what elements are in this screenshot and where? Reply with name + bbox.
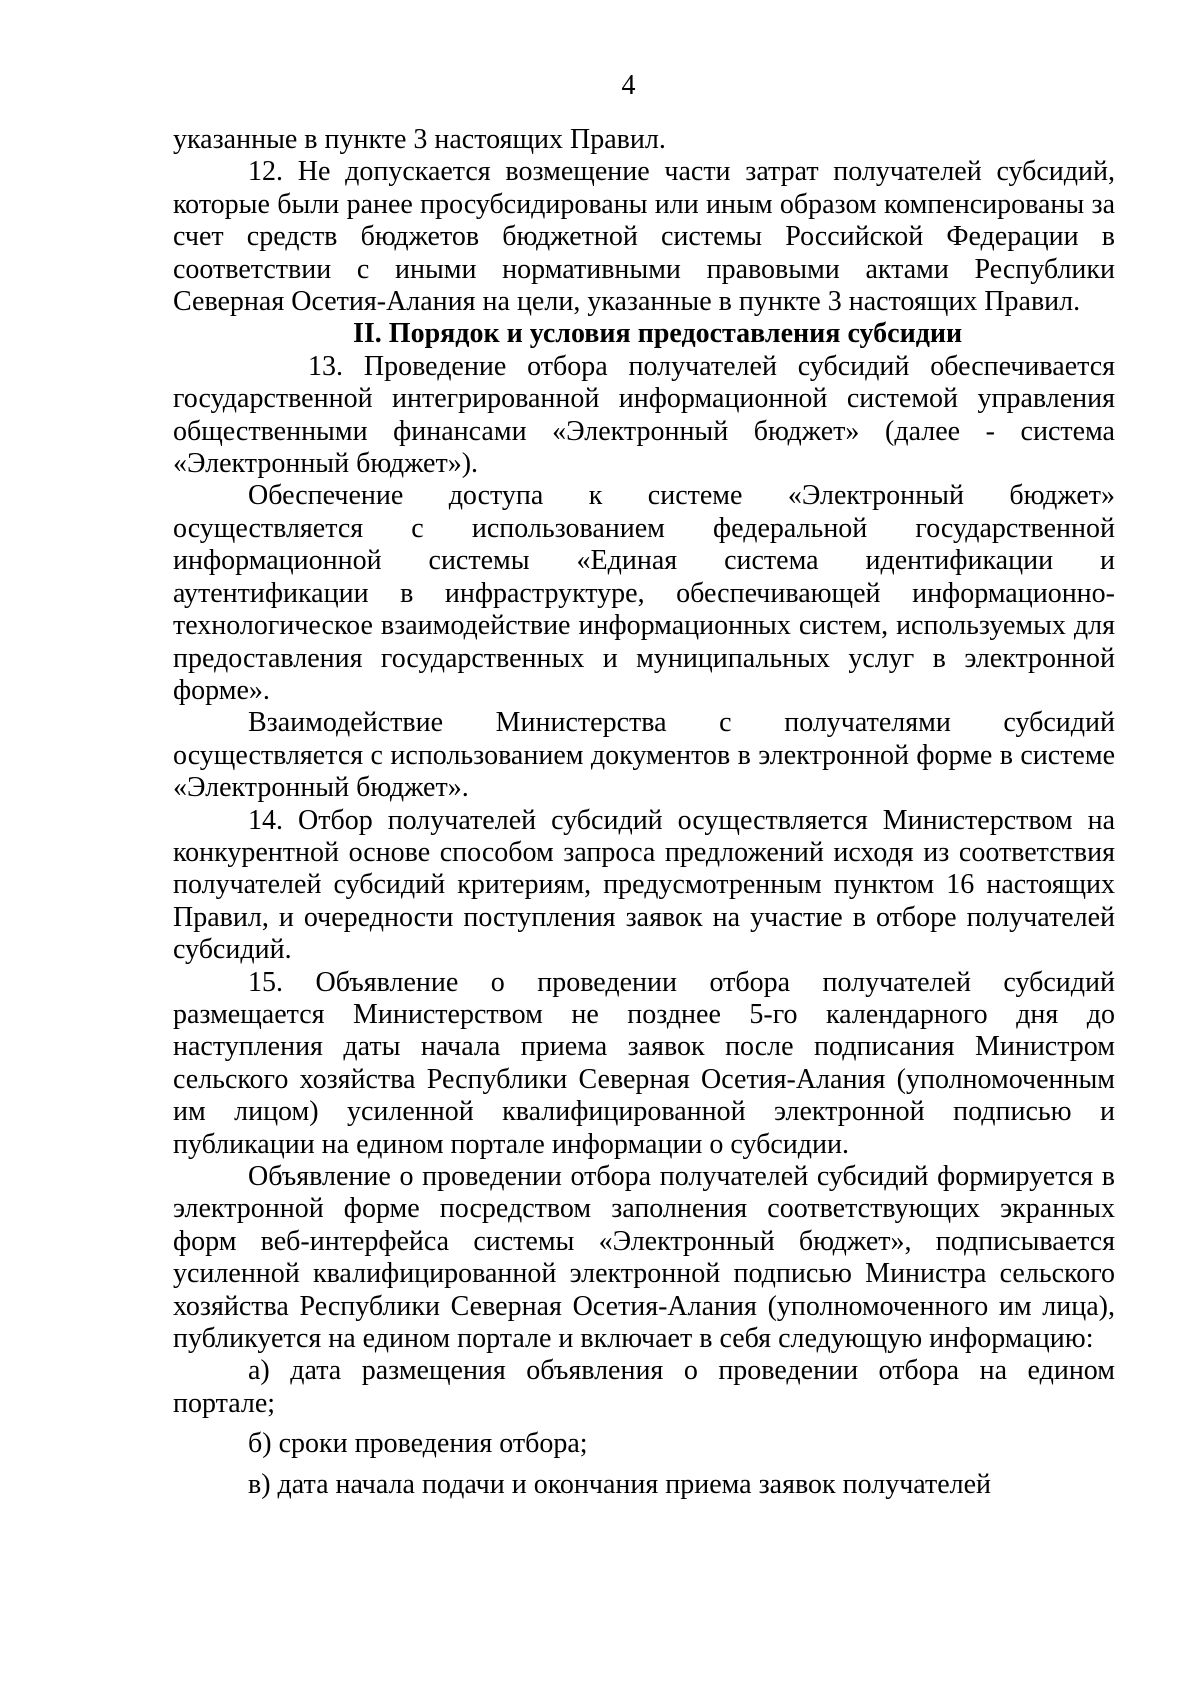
page-number: 4 [621, 70, 636, 101]
paragraph-item-13: 13. Проведение отбора получателей субсидий обеспечивается государственной интегрированной информационной системой управления общественными финансами «Электронный бюджет» (далее - система «Электронный бюджет»). [173, 350, 1115, 480]
section-heading: II. Порядок и условия предоставления субсидии [353, 318, 963, 350]
paragraph-access: Обеспечение доступа к системе «Электронный бюджет» осуществляется с использованием федеральной государственной информационной системы «Единая система идентификации и аутентификации в инфраструктуре, обеспечивающей информационно-технологическое взаимодействие информационных систем, используемых для предоставления государственных и муниципальных услуг в электронной форме». [173, 480, 1115, 706]
paragraph-item-15: 15. Объявление о проведении отбора получателей субсидий размещается Министерством не позднее 5-го календарного дня до наступления даты начала приема заявок после подписания Министром сельского хозяйства Республики Северная Осетия-Алания (уполномоченным им лицом) усиленной квалифицированной электронной подписью и публикации на едином портале информации о субсидии. [173, 966, 1115, 1160]
list-item-b: б) сроки проведения отбора; [248, 1428, 588, 1460]
paragraph-continuation: указанные в пункте 3 настоящих Правил. [173, 124, 666, 155]
paragraph-item-12: 12. Не допускается возмещение части затрат получателей субсидий, которые были ранее просубсидированы или иным образом компенсированы за счет средств бюджетов бюджетной системы Российской Федерации в соответствии с иными нормативными правовыми актами Республики Северная Осетия-Алания на цели, указанные в пункте 3 настоящих Правил. [173, 156, 1115, 318]
paragraph-interaction: Взаимодействие Министерства с получателями субсидий осуществляется с использованием документов в электронной форме в системе «Электронный бюджет». [173, 707, 1115, 804]
paragraph-announcement: Объявление о проведении отбора получателей субсидий формируется в электронной форме посредством заполнения соответствующих экранных форм веб-интерфейса системы «Электронный бюджет», подписывается усиленной квалифицированной электронной подписью Министра сельского хозяйства Республики Северная Осетия-Алания (уполномоченного им лица), публикуется на едином портале и включает в себя следующую информацию: [173, 1161, 1115, 1355]
paragraph-item-14: 14. Отбор получателей субсидий осуществляется Министерством на конкурентной основе способом запроса предложений исходя из соответствия получателей субсидий критериям, предусмотренным пунктом 16 настоящих Правил, и очередности поступления заявок на участие в отборе получателей субсидий. [173, 804, 1115, 966]
list-item-v: в) дата начала подачи и окончания приема заявок получателей [248, 1468, 992, 1500]
document-body [173, 124, 1115, 1501]
list-item-a: а) дата размещения объявления о проведении отбора на едином портале; [173, 1355, 1115, 1419]
